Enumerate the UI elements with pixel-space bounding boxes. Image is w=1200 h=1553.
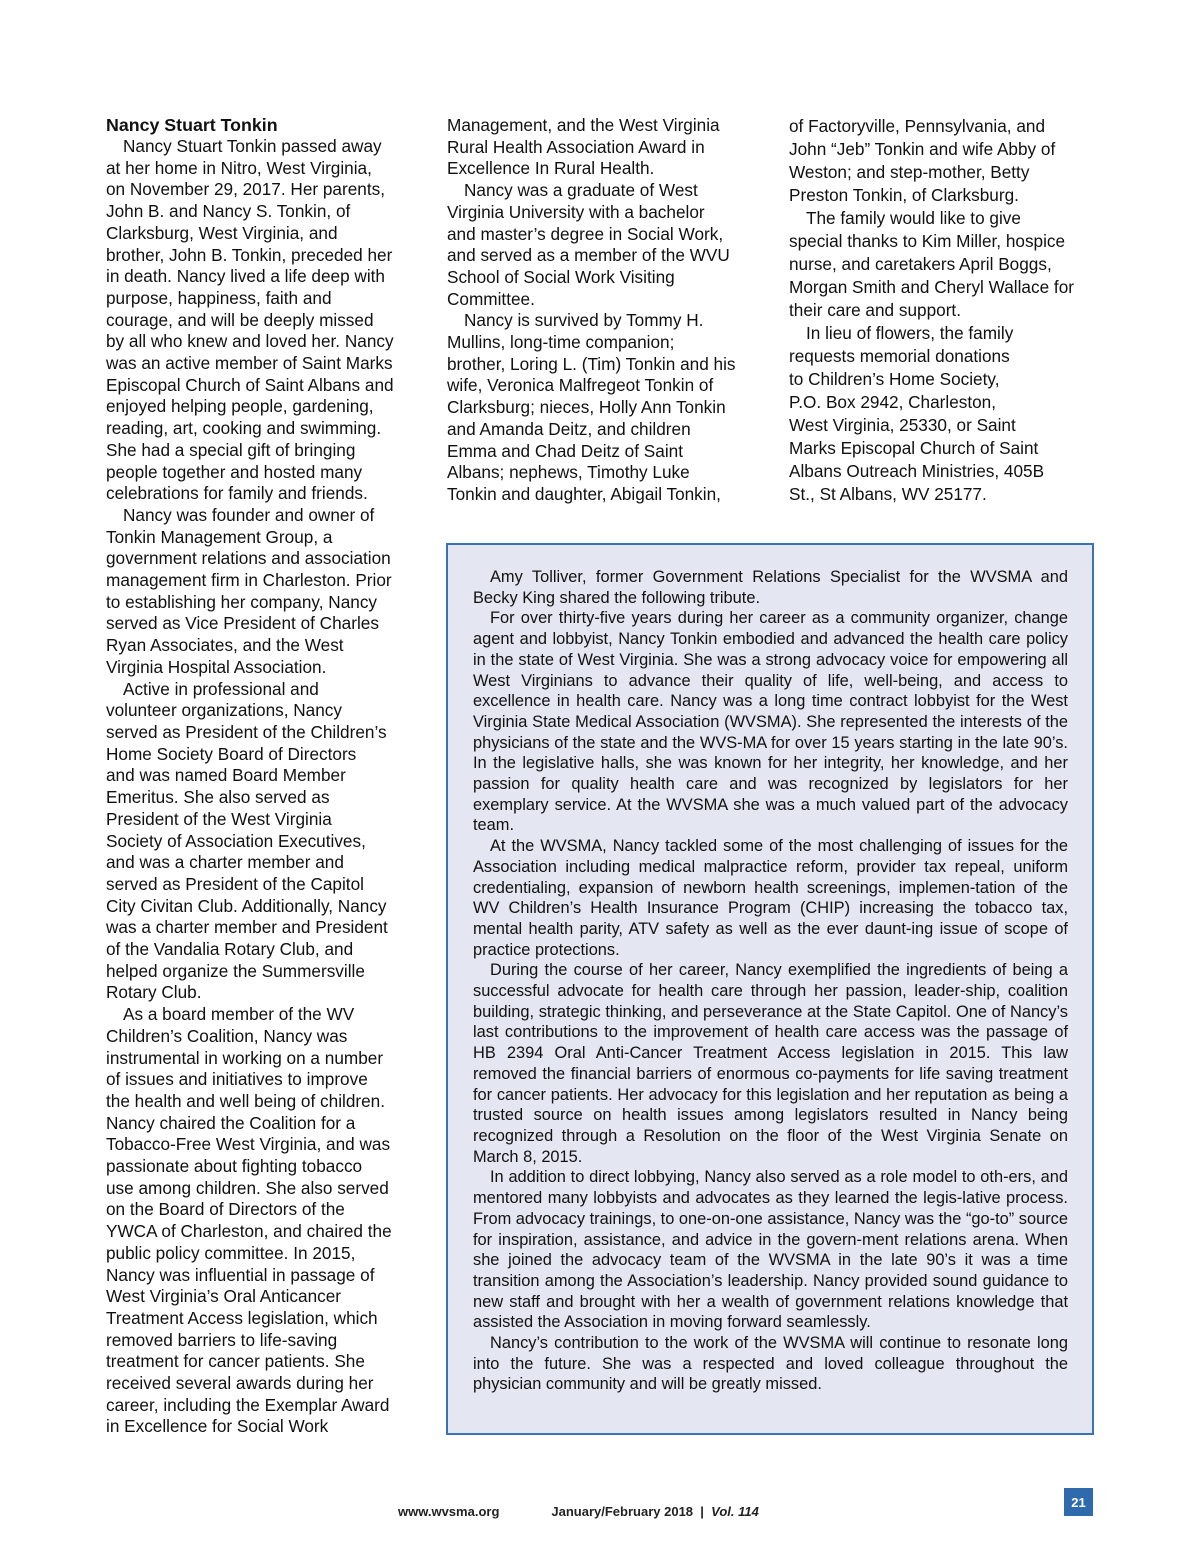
obituary-paragraph: As a board member of the WV Children’s Coalition, Nancy was instrumental in working on a number of issues and initiatives to improve the health and well being of children. Nancy chaired the Coalition for a Tobacco-Free West Virginia, and was passionate about fighting tobacco use among children. She also served on the Board of Directors of the YWCA of Charleston, and chaired the public policy committee. In 2015, Nancy was influential in passage of West Virginia’s Oral Anticancer Treatment Access legislation, which removed barriers to life-saving treatment for cancer patients. She received several awards during her career, including the Exemplar Award in Excellence for Social Work: [106, 1004, 392, 1437]
tribute-box: [446, 543, 1094, 1435]
page-footer: [398, 1504, 759, 1519]
tribute-paragraph: Nancy’s contribution to the work of the WVSMA will continue to resonate long into the future. She was a respected and loved colleague throughout the physician community and will be greatly missed.: [473, 1334, 1068, 1394]
obituary-paragraph: Nancy is survived by Tommy H. Mullins, long-time companion; brother, Loring L. (Tim) Tonkin and his wife, Veronica Malfregeot Tonkin of Clarksburg; nieces, Holly Ann Tonkin and Amanda Deitz, and children Emma and Chad Deitz of Saint Albans; nephews, Timothy Luke Tonkin and daughter, Abigail Tonkin,: [447, 310, 736, 504]
obituary-paragraph: The family would like to give special thanks to Kim Miller, hospice nurse, and caretakers April Boggs, Morgan Smith and Cheryl Wallace for their care and support.: [789, 208, 1074, 320]
obituary-paragraph: Nancy was founder and owner of Tonkin Management Group, a government relations and association management firm in Charleston. Prior to establishing her company, Nancy served as Vice President of Charles Ryan Associates, and the West Virginia Hospital Association.: [106, 504, 392, 677]
footer-issue: January/February 2018: [551, 1504, 694, 1519]
obituary-paragraph: Nancy Stuart Tonkin passed away at her home in Nitro, West Virginia, on November 29, 2017. Her parents, John B. and Nancy S. Tonkin, of Clarksburg, West Virginia, and brother, John B. Tonkin, preceded her in death. Nancy lived a life deep with purpose, happiness, faith and courage, and will be deeply missed by all who knew and loved her. Nancy was an active member of Saint Marks Episcopal Church of Saint Albans and enjoyed helping people, gardening, reading, art, cooking and swimming. She had a special gift of bringing people together and hosted many celebrations for family and friends.: [106, 136, 394, 504]
obituary-paragraph: of Factoryville, Pennsylvania, and John “Jeb” Tonkin and wife Abby of Weston; and step-mother, Betty Preston Tonkin, of Clarksburg.: [789, 116, 1056, 205]
obituary-paragraph: In lieu of flowers, the family requests memorial donations to Children’s Home Society, P.O. Box 2942, Charleston, West Virginia, 25330, or Saint Marks Episcopal Church of Saint Albans Outreach Ministries, 405B St., St Albans, WV 25177.: [789, 323, 1045, 504]
footer-website: www.wvsma.org: [398, 1504, 500, 1519]
obituary-paragraph: Management, and the West Virginia Rural Health Association Award in Excellence In Rural Health.: [447, 115, 720, 179]
footer-volume: Vol. 114: [711, 1504, 759, 1519]
obituary-column-3: [789, 115, 1099, 506]
obituary-headline: Nancy Stuart Tonkin: [106, 115, 278, 135]
obituary-paragraph: Active in professional and volunteer organizations, Nancy served as President of the Children’s Home Society Board of Directors and was named Board Member Emeritus. She also served as President of the West Virginia Society of Association Executives, and was a charter member and served as President of the Capitol City Civitan Club. Additionally, Nancy was a charter member and President of the Vandalia Rotary Club, and helped organize the Summersville Rotary Club.: [106, 678, 388, 1003]
tribute-paragraph: Amy Tolliver, former Government Relations Specialist for the WVSMA and Becky King shared the following tribute.: [473, 568, 1068, 607]
tribute-paragraph: At the WVSMA, Nancy tackled some of the most challenging of issues for the Association including medical malpractice reform, provider tax repeal, uniform credentialing, expansion of newborn health screenings, implemen-tation of the WV Children’s Health Insurance Program (CHIP) increasing the tobacco tax, mental health parity, ATV safety as well as the ever daunt-ing issue of scope of practice protections.: [473, 837, 1068, 959]
tribute-paragraph: During the course of her career, Nancy exemplified the ingredients of being a successful advocate for health care through her passion, leader-ship, coalition building, strategic thinking, and perseverance at the State Capitol. One of Nancy’s last contributions to the improvement of health care access was the passage of HB 2394 Oral Anti-Cancer Treatment Access legislation in 2015. This law removed the financial barriers of enormous co-payments for life saving treatment for cancer patients. Her advocacy for this legislation and her reputation as being a trusted source on health issues among legislators resulted in Nancy being recognized through a Resolution on the floor of the West Virginia Senate on March 8, 2015.: [473, 961, 1068, 1166]
tribute-paragraph: For over thirty-five years during her career as a community organizer, change agent and lobbyist, Nancy Tonkin embodied and advanced the health care policy in the state of West Virginia. She was a strong advocacy voice for empowering all West Virginians to advance their quality of life, well-being, and access to excellence in health care. Nancy was a long time contract lobbyist for the West Virginia State Medical Association (WVSMA). She represented the interests of the physicians of the state and the WVS-MA for over 15 years starting in the late 90’s. In the legislative halls, she was known for her integrity, her knowledge, and her passion for quality health care and was recognized by legislators for her exemplary service. At the WVSMA she was a much valued part of the advocacy team.: [473, 609, 1068, 835]
page-number-badge: 21: [1064, 1488, 1093, 1516]
footer-separator: |: [700, 1504, 704, 1519]
obituary-column-1: [106, 115, 428, 1438]
obituary-column-2: [447, 115, 767, 506]
tribute-paragraph: In addition to direct lobbying, Nancy also served as a role model to oth-ers, and mentored many lobbyists and advocates as they learned the legis-lative process. From advocacy trainings, to one-on-one assistance, Nancy was the “go-to” source for inspiration, assistance, and advice in the govern-ment relations arena. When she joined the advocacy team of the WVSMA in the late 90’s it was a time transition among the Association’s leadership. Nancy provided sound guidance to new staff and brought with her a wealth of government relations knowledge that assisted the Association in moving forward seamlessly.: [473, 1168, 1068, 1332]
obituary-paragraph: Nancy was a graduate of West Virginia University with a bachelor and master’s degree in Social Work, and served as a member of the WVU School of Social Work Visiting Committee.: [447, 180, 730, 309]
